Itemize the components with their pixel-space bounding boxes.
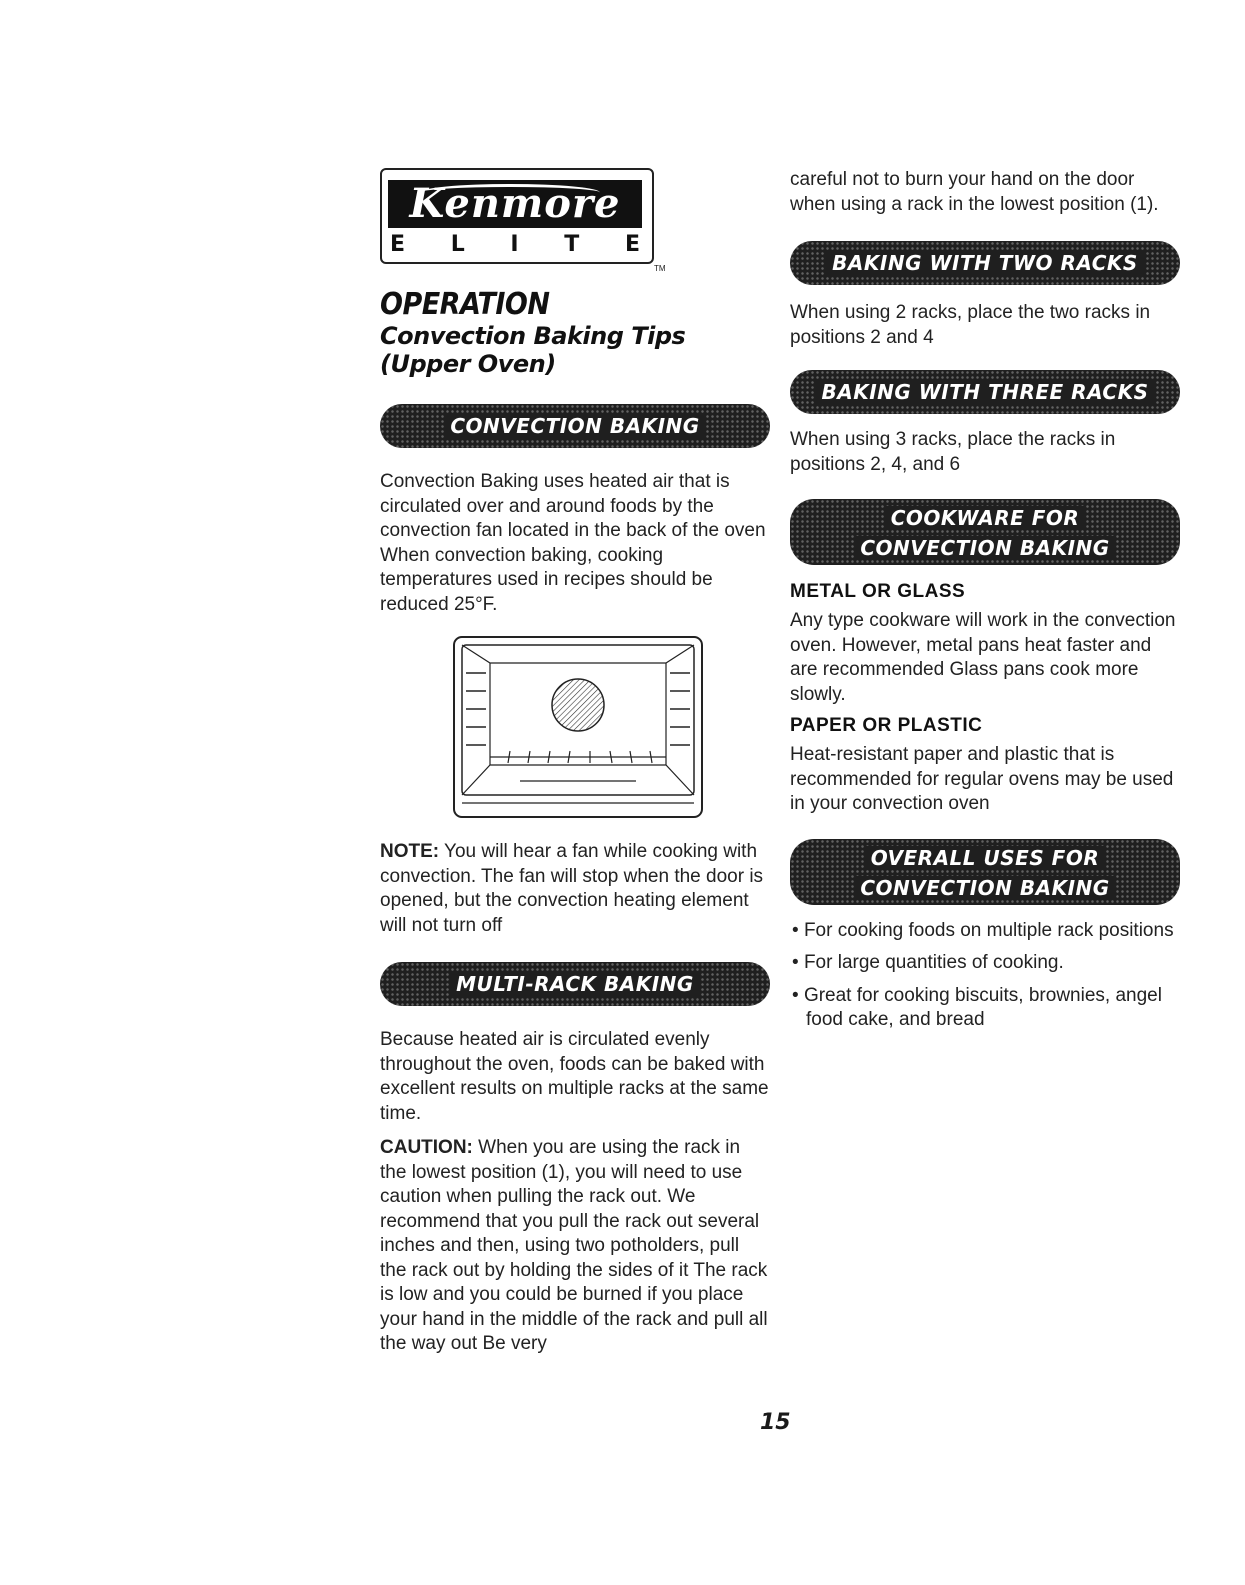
list-item: • Great for cooking biscuits, brownies, angel food cake, and bread [792,984,1162,1030]
logo-brand: Kenmore [388,180,642,228]
logo-tm: TM [654,264,666,273]
list-item-text: For cooking foods on multiple rack positions [803,919,1174,941]
heading-text: CONVECTION BAKING [444,414,705,438]
caution-text: When you are using the rack in the lowest position (1), you will need to use caution when pulling the rack out. We recommend that you pull the rack out several inches and then, using two potholders, pull the rack out by holding the sides of it The rack is low and you could be burned if you place your hand in the middle of the rack and pull all the way out Be very [380,1137,768,1354]
page-number: 15 [760,1410,791,1435]
convection-text: Convection Baking uses heated air that is circulated over and around foods by the convection fan located in the back of the oven When convection baking, cooking temperatures used in recipes should be reduced 25°F. [380,471,766,615]
uses-list [790,919,1180,1033]
multi-rack-baking-heading [380,962,770,1006]
logo-letter: I [510,232,519,257]
note-text: You will hear a fan while cooking with convection. The fan will stop when the door is opened, but the convection heating element will not turn off [380,841,764,936]
overall-uses-heading [790,839,1180,905]
subtitle-line-2: (Upper Oven) [380,350,556,378]
note-label: NOTE: [380,841,440,862]
heading-text: BAKING WITH THREE RACKS [815,380,1154,404]
logo-letter: E [390,232,406,257]
note-paragraph [380,840,770,938]
three-racks-text: When using 3 racks, place the racks in positions 2, 4, and 6 [790,429,1116,475]
three-racks-heading [790,370,1180,414]
caution-label: CAUTION: [380,1137,473,1158]
multirack-text: Because heated air is circulated evenly throughout the oven, foods can be baked with excellent results on multiple racks at the same time. [380,1029,769,1124]
list-item-text: Great for cooking biscuits, brownies, angel food cake, and bread [803,984,1162,1030]
kenmore-elite-logo [380,168,680,273]
caution-paragraph [380,1136,770,1357]
paper-plastic-heading: PAPER OR PLASTIC [790,715,983,736]
logo-swoosh-icon [420,184,600,201]
convection-baking-heading [380,404,770,448]
right-column [790,168,1180,1033]
list-item-text: For large quantities of cooking. [803,952,1064,973]
paper-plastic-text: Heat-resistant paper and plastic that is recommended for regular ovens may be used in your convection oven [790,744,1174,814]
metal-glass-text: Any type cookware will work in the convection oven. However, metal pans heat faster and are recommended Glass pans cook more slowly. [790,610,1176,705]
heading-line-2: CONVECTION BAKING [854,536,1115,560]
two-racks-text: When using 2 racks, place the two racks in positions 2 and 4 [790,302,1151,348]
heading-text: BAKING WITH TWO RACKS [826,251,1144,275]
heading-text: MULTI-RACK BAKING [450,972,700,996]
two-racks-heading [790,241,1180,285]
subtitle-line-1: Convection Baking Tips [380,322,686,350]
heading-line-2: CONVECTION BAKING [854,876,1115,900]
heading-line-1: COOKWARE FOR [885,506,1086,530]
logo-elite [390,232,640,257]
heading-line-1: OVERALL USES FOR [865,846,1106,870]
logo-letter: L [450,232,465,257]
caution-continued: careful not to burn your hand on the door when using a rack in the lowest position (1). [790,169,1159,215]
section-title: OPERATION [380,287,550,322]
list-item: • For cooking foods on multiple rack positions [792,919,1174,941]
left-column [380,168,770,1357]
logo-letter: E [624,232,640,257]
metal-glass-heading: METAL OR GLASS [790,581,966,602]
cookware-heading [790,499,1180,565]
logo-letter: T [564,232,580,257]
list-item: • For large quantities of cooking. [792,952,1064,973]
oven-interior-illustration [450,633,706,821]
